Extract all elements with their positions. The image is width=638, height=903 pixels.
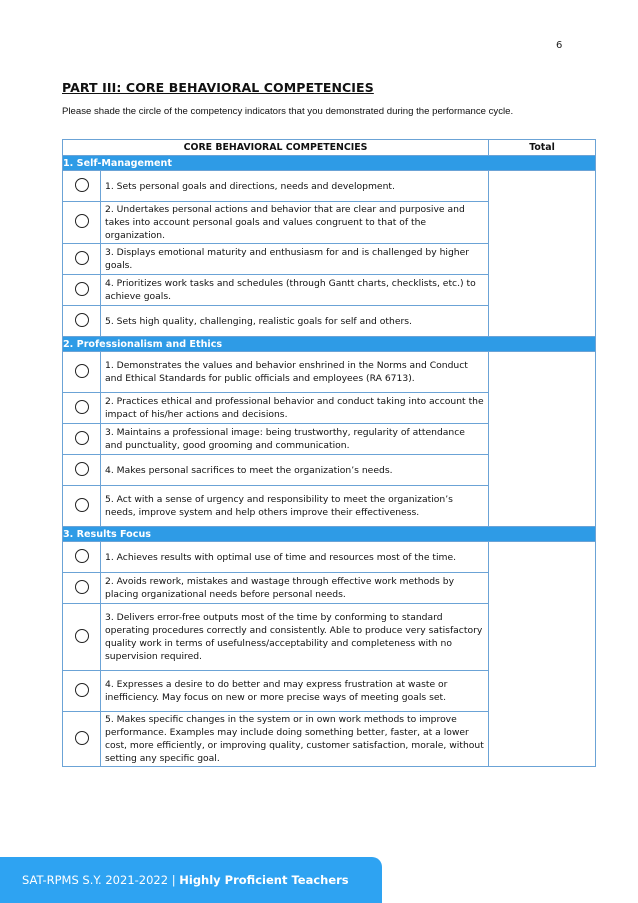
competency-indicator: 4. Prioritizes work tasks and schedules (through Gantt charts, checklists, etc.) to achieve goals. (101, 275, 489, 306)
competency-indicator: 5. Act with a sense of urgency and responsibility to meet the organization’s needs, improve system and help others improve their effectiveness. (101, 486, 489, 527)
radio-circle-icon[interactable] (75, 178, 89, 192)
radio-circle-icon[interactable] (75, 400, 89, 414)
radio-circle-icon[interactable] (75, 498, 89, 512)
competency-indicator: 1. Demonstrates the values and behavior enshrined in the Norms and Conduct and Ethical Standards for public officials and employees (RA 6713). (101, 352, 489, 393)
radio-circle-icon[interactable] (75, 251, 89, 265)
competency-indicator: 5. Sets high quality, challenging, realistic goals for self and others. (101, 306, 489, 337)
competency-indicator: 3. Delivers error-free outputs most of the time by conforming to standard operating procedures correctly and consistently. Able to produce very satisfactory quality work in terms of usefulness/acceptability and completeness with no supervision required. (101, 604, 489, 671)
radio-circle-icon[interactable] (75, 364, 89, 378)
competency-indicator: 3. Displays emotional maturity and enthusiasm for and is challenged by higher goals. (101, 244, 489, 275)
radio-circle-icon[interactable] (75, 431, 89, 445)
competency-indicator: 4. Expresses a desire to do better and may express frustration at waste or inefficiency. May focus on new or more precise ways of meeting goals set. (101, 671, 489, 712)
total-cell[interactable] (489, 542, 596, 767)
competency-indicator: 3. Maintains a professional image: being trustworthy, regularity of attendance and punctuality, good grooming and communication. (101, 424, 489, 455)
competency-indicator: 5. Makes specific changes in the system or in own work methods to improve performance. Examples may include doing something better, faster, at a lower cost, more efficiently, or improving quality, customer satisfaction, morale, without setting any specific goal. (101, 712, 489, 767)
page-title: PART III: CORE BEHAVIORAL COMPETENCIES (62, 80, 374, 95)
radio-circle-icon[interactable] (75, 282, 89, 296)
footer-banner (0, 857, 382, 903)
competency-indicator: 2. Practices ethical and professional behavior and conduct taking into account the impact of his/her actions and decisions. (101, 393, 489, 424)
radio-circle-icon[interactable] (75, 580, 89, 594)
radio-circle-icon[interactable] (75, 214, 89, 228)
footer-text: SAT-RPMS S.Y. 2021-2022 | (22, 873, 180, 887)
radio-circle-icon[interactable] (75, 683, 89, 697)
radio-circle-icon[interactable] (75, 731, 89, 745)
section-title: 2. Professionalism and Ethics (63, 337, 596, 352)
competency-indicator: 2. Undertakes personal actions and behavior that are clear and purposive and takes into account personal goals and values congruent to that of the organization. (101, 202, 489, 244)
competency-indicator: 4. Makes personal sacrifices to meet the organization’s needs. (101, 455, 489, 486)
total-cell[interactable] (489, 171, 596, 337)
competency-table (62, 139, 596, 767)
radio-circle-icon[interactable] (75, 629, 89, 643)
section-title: 3. Results Focus (63, 527, 596, 542)
total-cell[interactable] (489, 352, 596, 527)
competency-indicator: 1. Sets personal goals and directions, needs and development. (101, 171, 489, 202)
radio-circle-icon[interactable] (75, 313, 89, 327)
page-number: 6 (556, 40, 563, 51)
table-header-row (63, 140, 596, 156)
radio-circle-icon[interactable] (75, 549, 89, 563)
competency-indicator: 2. Avoids rework, mistakes and wastage through effective work methods by placing organizational needs before personal needs. (101, 573, 489, 604)
section-title: 1. Self-Management (63, 156, 596, 171)
header-competencies: CORE BEHAVIORAL COMPETENCIES (63, 140, 489, 156)
instructions: Please shade the circle of the competency indicators that you demonstrated during the performance cycle. (62, 106, 514, 117)
header-total: Total (489, 140, 596, 156)
competency-indicator: 1. Achieves results with optimal use of time and resources most of the time. (101, 542, 489, 573)
footer-bold-text: Highly Proficient Teachers (179, 873, 349, 887)
radio-circle-icon[interactable] (75, 462, 89, 476)
